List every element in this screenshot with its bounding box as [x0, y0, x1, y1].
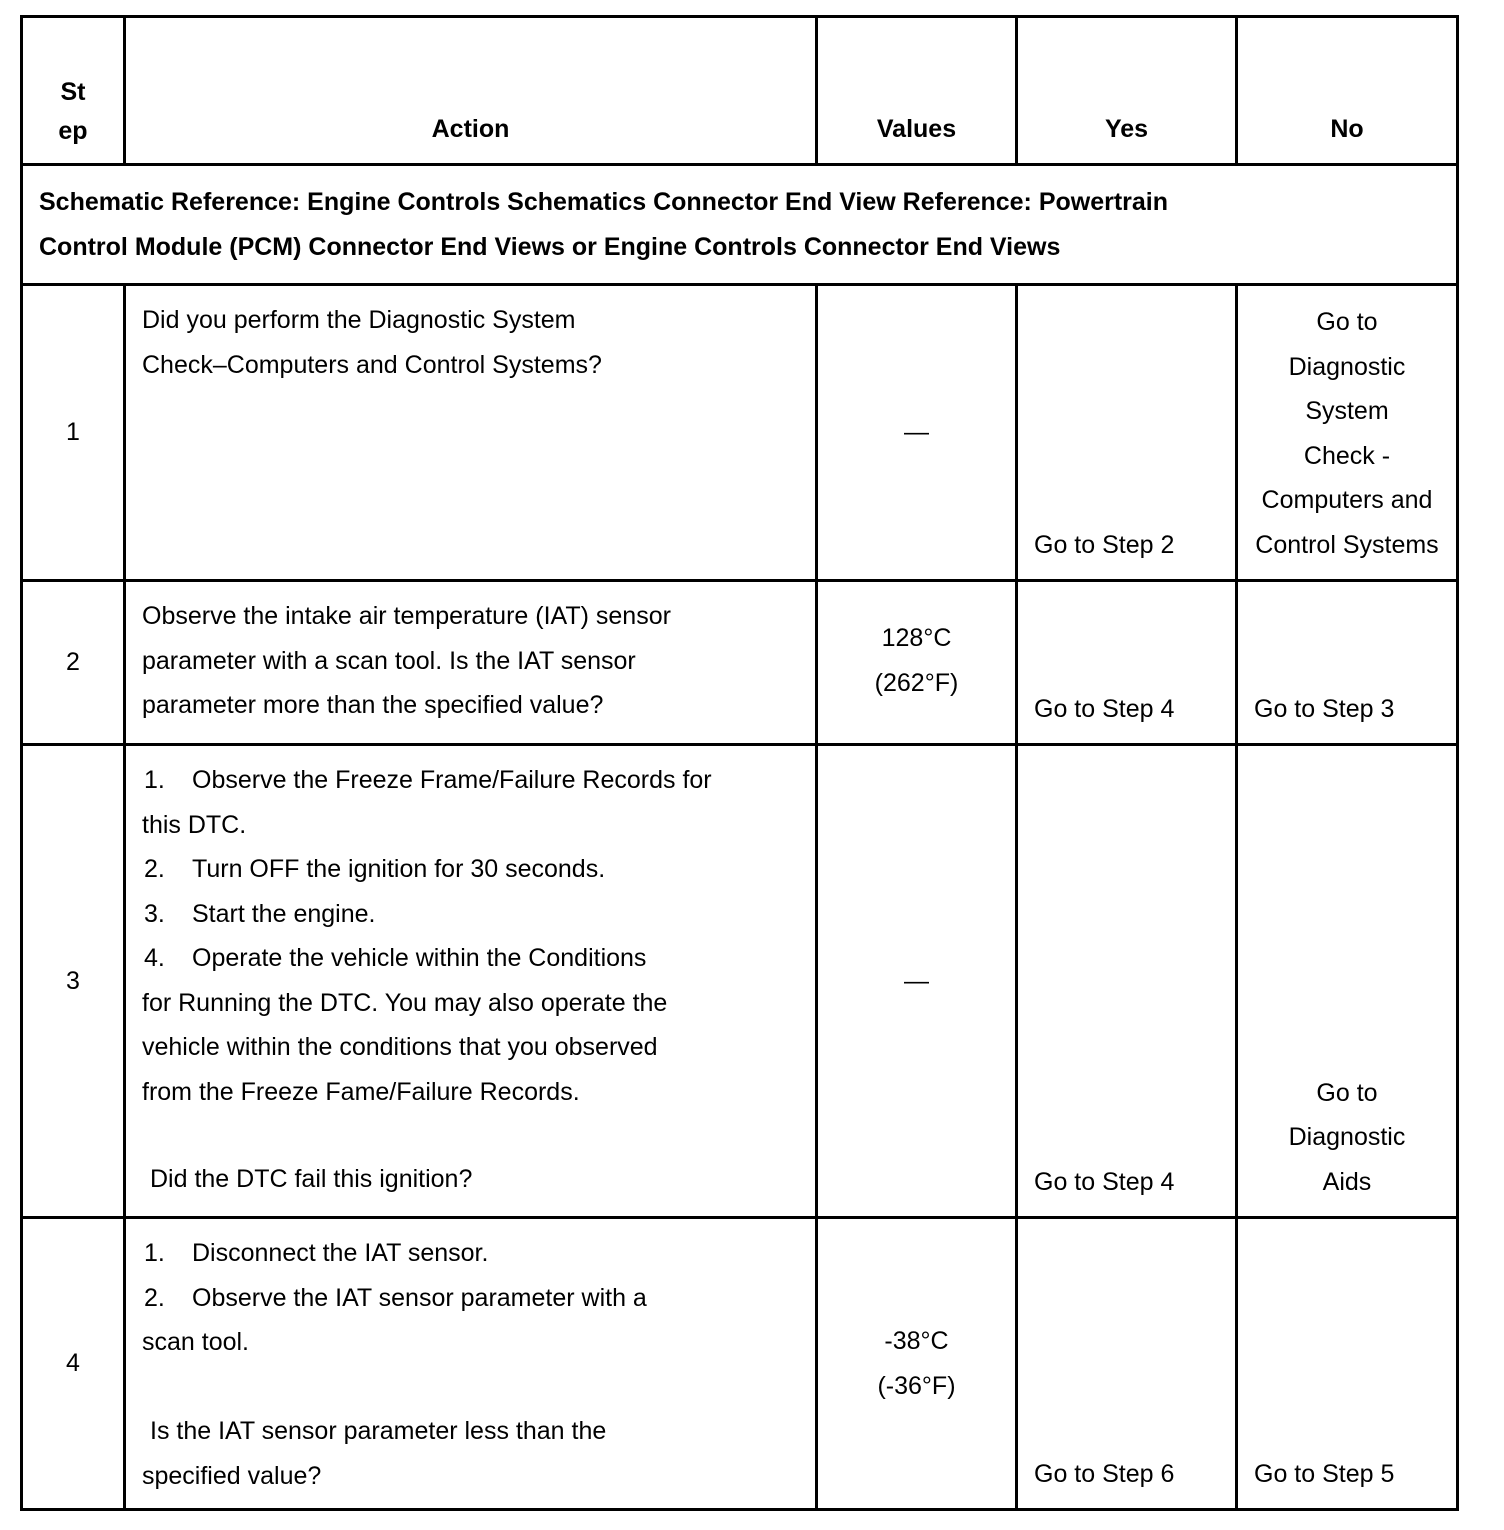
item-number: 1. [144, 766, 165, 794]
action-line: for Running the DTC. You may also operate the [142, 988, 668, 1017]
action-cell [125, 285, 817, 581]
list-item [142, 758, 801, 803]
value-cell [817, 581, 1017, 745]
action-cell [125, 745, 817, 1218]
action-line: scan tool. [142, 1328, 250, 1356]
table-row [22, 1218, 1458, 1510]
item-text: Start the engine. [192, 899, 376, 928]
item-text: Operate the vehicle within the Conditions [192, 944, 647, 972]
header-step [22, 17, 125, 165]
reference-row [22, 165, 1458, 285]
value-line: (-36°F) [877, 1371, 956, 1400]
value-cell: — [817, 285, 1017, 581]
header-yes: Yes [1017, 17, 1237, 165]
value-cell: — [817, 745, 1017, 1218]
value-line: -38°C [884, 1327, 949, 1355]
list-item [142, 847, 801, 892]
table-row [22, 581, 1458, 745]
action-cell [125, 581, 817, 745]
no-cell [1237, 285, 1458, 581]
list-item [142, 936, 801, 981]
step-number: 3 [22, 745, 125, 1218]
action-line: Observe the intake air temperature (IAT) sensor [142, 602, 671, 630]
step-number: 4 [22, 1218, 125, 1510]
item-text: Observe the IAT sensor parameter with a [192, 1283, 647, 1312]
reference-line2: Control Module (PCM) Connector End Views or Engine Controls Connector End Views [39, 232, 1061, 261]
no-cell: Go to Step 3 [1237, 581, 1458, 745]
header-action: Action [125, 17, 817, 165]
list-item [142, 1276, 801, 1321]
list-item [142, 1231, 801, 1276]
action-line: parameter more than the specified value? [142, 691, 604, 719]
header-row [22, 17, 1458, 165]
item-number: 3. [144, 899, 165, 928]
diagnostic-table [20, 15, 1459, 1511]
header-step-line1: St [60, 78, 86, 106]
action-line: vehicle within the conditions that you observed [142, 1033, 658, 1061]
item-number: 1. [144, 1239, 165, 1267]
action-line: Check–Computers and Control Systems? [142, 350, 602, 379]
list-item [142, 892, 801, 937]
item-number: 4. [144, 944, 165, 972]
header-values: Values [817, 17, 1017, 165]
no-cell [1237, 745, 1458, 1218]
item-number: 2. [144, 1283, 165, 1312]
table-row [22, 745, 1458, 1218]
yes-cell: Go to Step 4 [1017, 581, 1237, 745]
no-line: Check - [1303, 441, 1391, 470]
action-cell [125, 1218, 817, 1510]
action-line: from the Freeze Fame/Failure Records. [142, 1077, 580, 1106]
yes-cell: Go to Step 4 [1017, 745, 1237, 1218]
schematic-reference [22, 165, 1458, 285]
yes-cell: Go to Step 2 [1017, 285, 1237, 581]
step-number: 2 [22, 581, 125, 745]
no-line: System [1305, 397, 1389, 425]
table-row [22, 285, 1458, 581]
step-number: 1 [22, 285, 125, 581]
item-text: Disconnect the IAT sensor. [192, 1239, 489, 1267]
no-line: Diagnostic [1288, 352, 1406, 381]
header-no: No [1237, 17, 1458, 165]
no-line: Computers and [1261, 486, 1433, 514]
yes-cell: Go to Step 6 [1017, 1218, 1237, 1510]
no-line: Control Systems [1255, 530, 1439, 559]
no-line: Go to [1316, 308, 1378, 336]
question: Is the IAT sensor parameter less than the [150, 1417, 607, 1445]
reference-line1: Schematic Reference: Engine Controls Schematics Connector End View Reference: Powertrain [39, 188, 1169, 216]
value-line: (262°F) [874, 668, 959, 697]
action-line: parameter with a scan tool. Is the IAT sensor [142, 646, 636, 675]
no-line: Diagnostic [1288, 1123, 1406, 1151]
no-line: Aids [1322, 1167, 1372, 1196]
item-text: Observe the Freeze Frame/Failure Records for [192, 766, 712, 794]
item-number: 2. [144, 855, 165, 883]
question: specified value? [142, 1461, 322, 1490]
no-line: Go to [1316, 1078, 1378, 1107]
item-text: Turn OFF the ignition for 30 seconds. [192, 855, 606, 883]
question: Did the DTC fail this ignition? [150, 1164, 473, 1193]
action-line: this DTC. [142, 810, 247, 839]
action-line: Did you perform the Diagnostic System [142, 306, 576, 334]
value-line: 128°C [881, 624, 952, 652]
no-cell: Go to Step 5 [1237, 1218, 1458, 1510]
value-cell [817, 1218, 1017, 1510]
header-step-line2: ep [58, 117, 88, 145]
